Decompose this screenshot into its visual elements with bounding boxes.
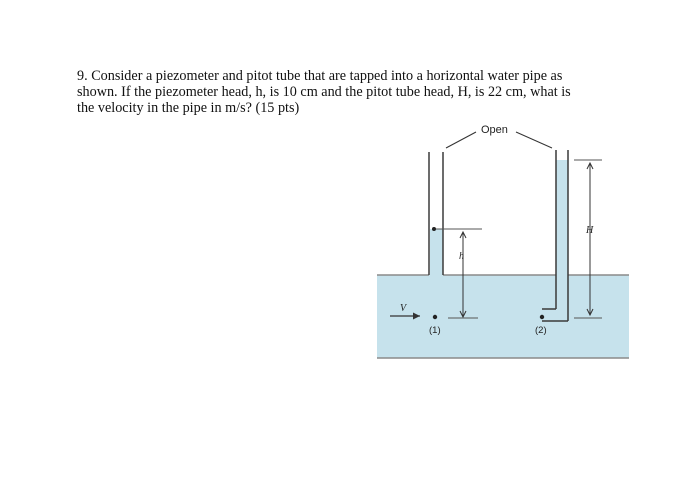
point-1-dot [433,315,437,319]
H-label: H [586,225,594,236]
piezometer-tube [429,152,443,276]
question-line-1: 9. Consider a piezometer and pitot tube that are tapped into a horizontal water pipe as [77,68,563,84]
point-2-label: (2) [535,325,547,336]
open-label: Open [481,124,508,136]
piezometer-level-dot [432,227,436,231]
velocity-label: V [400,303,407,314]
question-line-3: the velocity in the pipe in m/s? (15 pts) [77,100,300,116]
point-2-dot [540,315,544,319]
open-leader-left [446,132,476,148]
h-label: h [459,251,464,262]
point-1-label: (1) [429,325,441,336]
question-line-2: shown. If the piezometer head, h, is 10 cm and the pitot tube head, H, is 22 cm, what is [77,84,571,100]
open-leader-right [516,132,552,148]
